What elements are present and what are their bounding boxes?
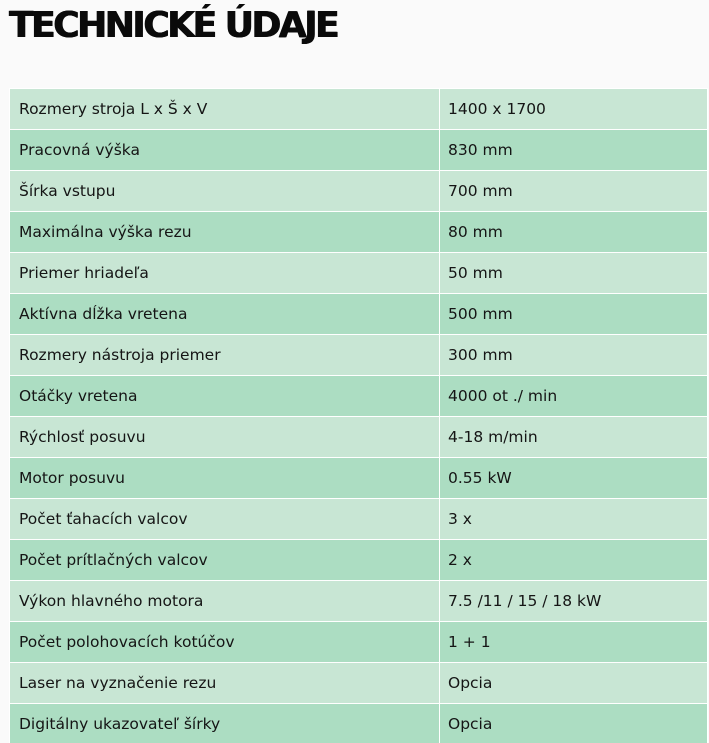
table-row [10,499,708,540]
param-label: Motor posuvu [10,458,440,499]
table-row [10,253,708,294]
table-row [10,89,708,130]
param-label: Pracovná výška [10,130,440,171]
param-value: 700 mm [440,171,708,212]
param-label: Aktívna dĺžka vretena [10,294,440,335]
table-row [10,581,708,622]
param-value: 7.5 /11 / 15 / 18 kW [440,581,708,622]
param-value: 0.55 kW [440,458,708,499]
table-row [10,130,708,171]
param-value: 4000 ot ./ min [440,376,708,417]
table-row [10,417,708,458]
table-row [10,171,708,212]
param-value: 50 mm [440,253,708,294]
spec-table [9,88,708,743]
table-row [10,294,708,335]
table-row [10,458,708,499]
spec-table-body [10,89,708,743]
param-label: Rýchlosť posuvu [10,417,440,458]
param-value: 300 mm [440,335,708,376]
param-value: 80 mm [440,212,708,253]
table-row [10,540,708,581]
param-value: 1400 x 1700 [440,89,708,130]
param-value: 1 + 1 [440,622,708,663]
param-value: 830 mm [440,130,708,171]
param-label: Otáčky vretena [10,376,440,417]
page-title: TECHNICKÉ ÚDAJE [9,5,338,46]
param-label: Rozmery nástroja priemer [10,335,440,376]
param-label: Výkon hlavného motora [10,581,440,622]
param-label: Počet ťahacích valcov [10,499,440,540]
param-label: Priemer hriadeľa [10,253,440,294]
param-value: 500 mm [440,294,708,335]
table-row [10,663,708,704]
param-label: Digitálny ukazovateľ šírky [10,704,440,743]
param-value: 3 x [440,499,708,540]
table-row [10,376,708,417]
param-label: Laser na vyznačenie rezu [10,663,440,704]
table-row [10,212,708,253]
table-row [10,335,708,376]
param-value: 4-18 m/min [440,417,708,458]
param-label: Šírka vstupu [10,171,440,212]
param-label: Maximálna výška rezu [10,212,440,253]
param-value: Opcia [440,704,708,743]
table-row [10,622,708,663]
param-label: Počet polohovacích kotúčov [10,622,440,663]
param-label: Rozmery stroja L x Š x V [10,89,440,130]
param-value: 2 x [440,540,708,581]
param-label: Počet prítlačných valcov [10,540,440,581]
table-row [10,704,708,743]
param-value: Opcia [440,663,708,704]
